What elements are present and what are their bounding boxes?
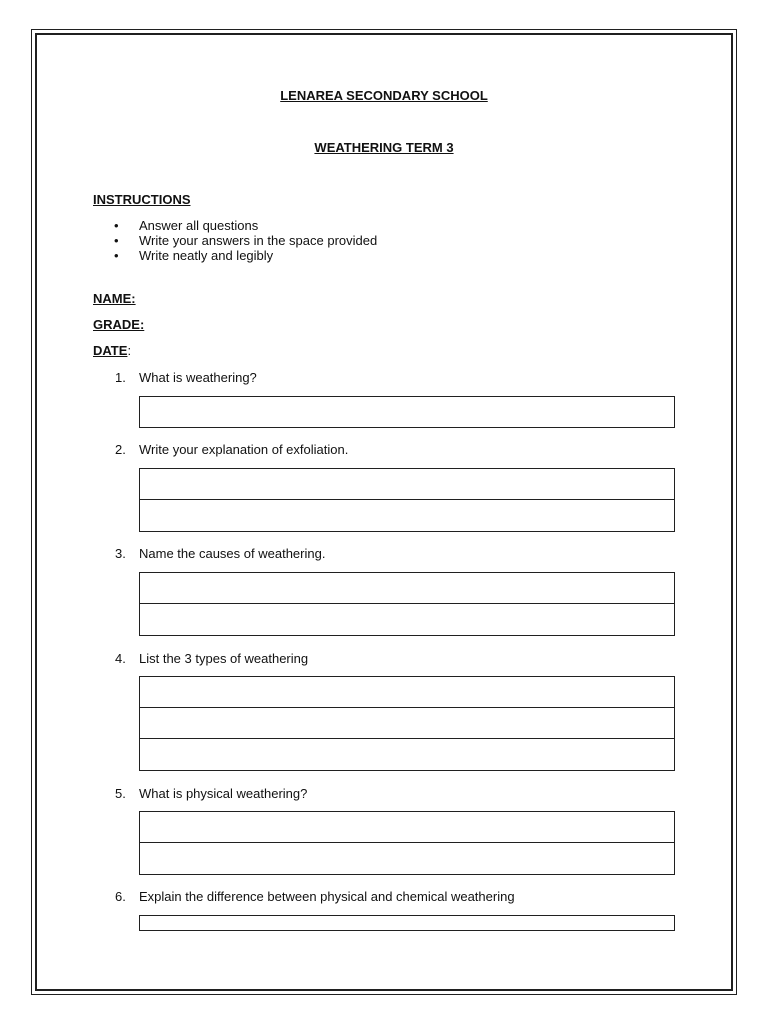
date-colon: : (127, 343, 132, 358)
answer-line[interactable] (140, 604, 674, 635)
bullet-icon: • (114, 233, 119, 248)
worksheet-title: WEATHERING TERM 3 (314, 140, 454, 155)
name-label: NAME: (93, 291, 136, 306)
question-text: Name the causes of weathering. (139, 546, 326, 561)
question-4 (115, 651, 308, 667)
date-label: DATE (93, 343, 128, 358)
question-3 (115, 546, 325, 562)
instruction-text: Answer all questions (139, 218, 259, 233)
answer-line[interactable] (140, 739, 674, 770)
question-text: What is physical weathering? (139, 786, 308, 801)
answer-line[interactable] (140, 397, 674, 428)
question-6 (115, 889, 515, 905)
answer-box-question-4[interactable] (139, 676, 675, 771)
answer-line[interactable] (140, 573, 674, 604)
instructions-heading: INSTRUCTIONS (93, 192, 191, 207)
question-text: List the 3 types of weathering (139, 651, 309, 666)
instruction-text: Write neatly and legibly (139, 248, 274, 263)
school-title: LENAREA SECONDARY SCHOOL (280, 88, 488, 103)
question-text: What is weathering? (139, 370, 257, 385)
grade-label: GRADE: (93, 317, 145, 332)
question-5 (115, 786, 307, 802)
answer-line[interactable] (140, 469, 674, 500)
answer-box-question-2[interactable] (139, 468, 675, 532)
answer-box-question-5[interactable] (139, 811, 675, 875)
answer-box-question-3[interactable] (139, 572, 675, 636)
date-label-group (93, 343, 131, 359)
question-number: 4. (115, 651, 126, 666)
bullet-icon: • (114, 218, 119, 233)
question-number: 2. (115, 442, 126, 457)
answer-box-question-6[interactable] (139, 915, 675, 931)
answer-line[interactable] (140, 916, 674, 930)
answer-line[interactable] (140, 843, 674, 874)
question-number: 5. (115, 786, 126, 801)
answer-line[interactable] (140, 500, 674, 531)
question-1 (115, 370, 257, 386)
bullet-icon: • (114, 248, 119, 263)
answer-line[interactable] (140, 812, 674, 843)
question-number: 6. (115, 889, 126, 904)
question-text: Explain the difference between physical and chemical weathering (139, 889, 515, 904)
question-2 (115, 442, 348, 458)
answer-box-question-1[interactable] (139, 396, 675, 428)
question-number: 1. (115, 370, 126, 385)
question-text: Write your explanation of exfoliation. (139, 442, 349, 457)
question-number: 3. (115, 546, 126, 561)
answer-line[interactable] (140, 708, 674, 739)
instruction-text: Write your answers in the space provided (139, 233, 378, 248)
answer-line[interactable] (140, 677, 674, 708)
